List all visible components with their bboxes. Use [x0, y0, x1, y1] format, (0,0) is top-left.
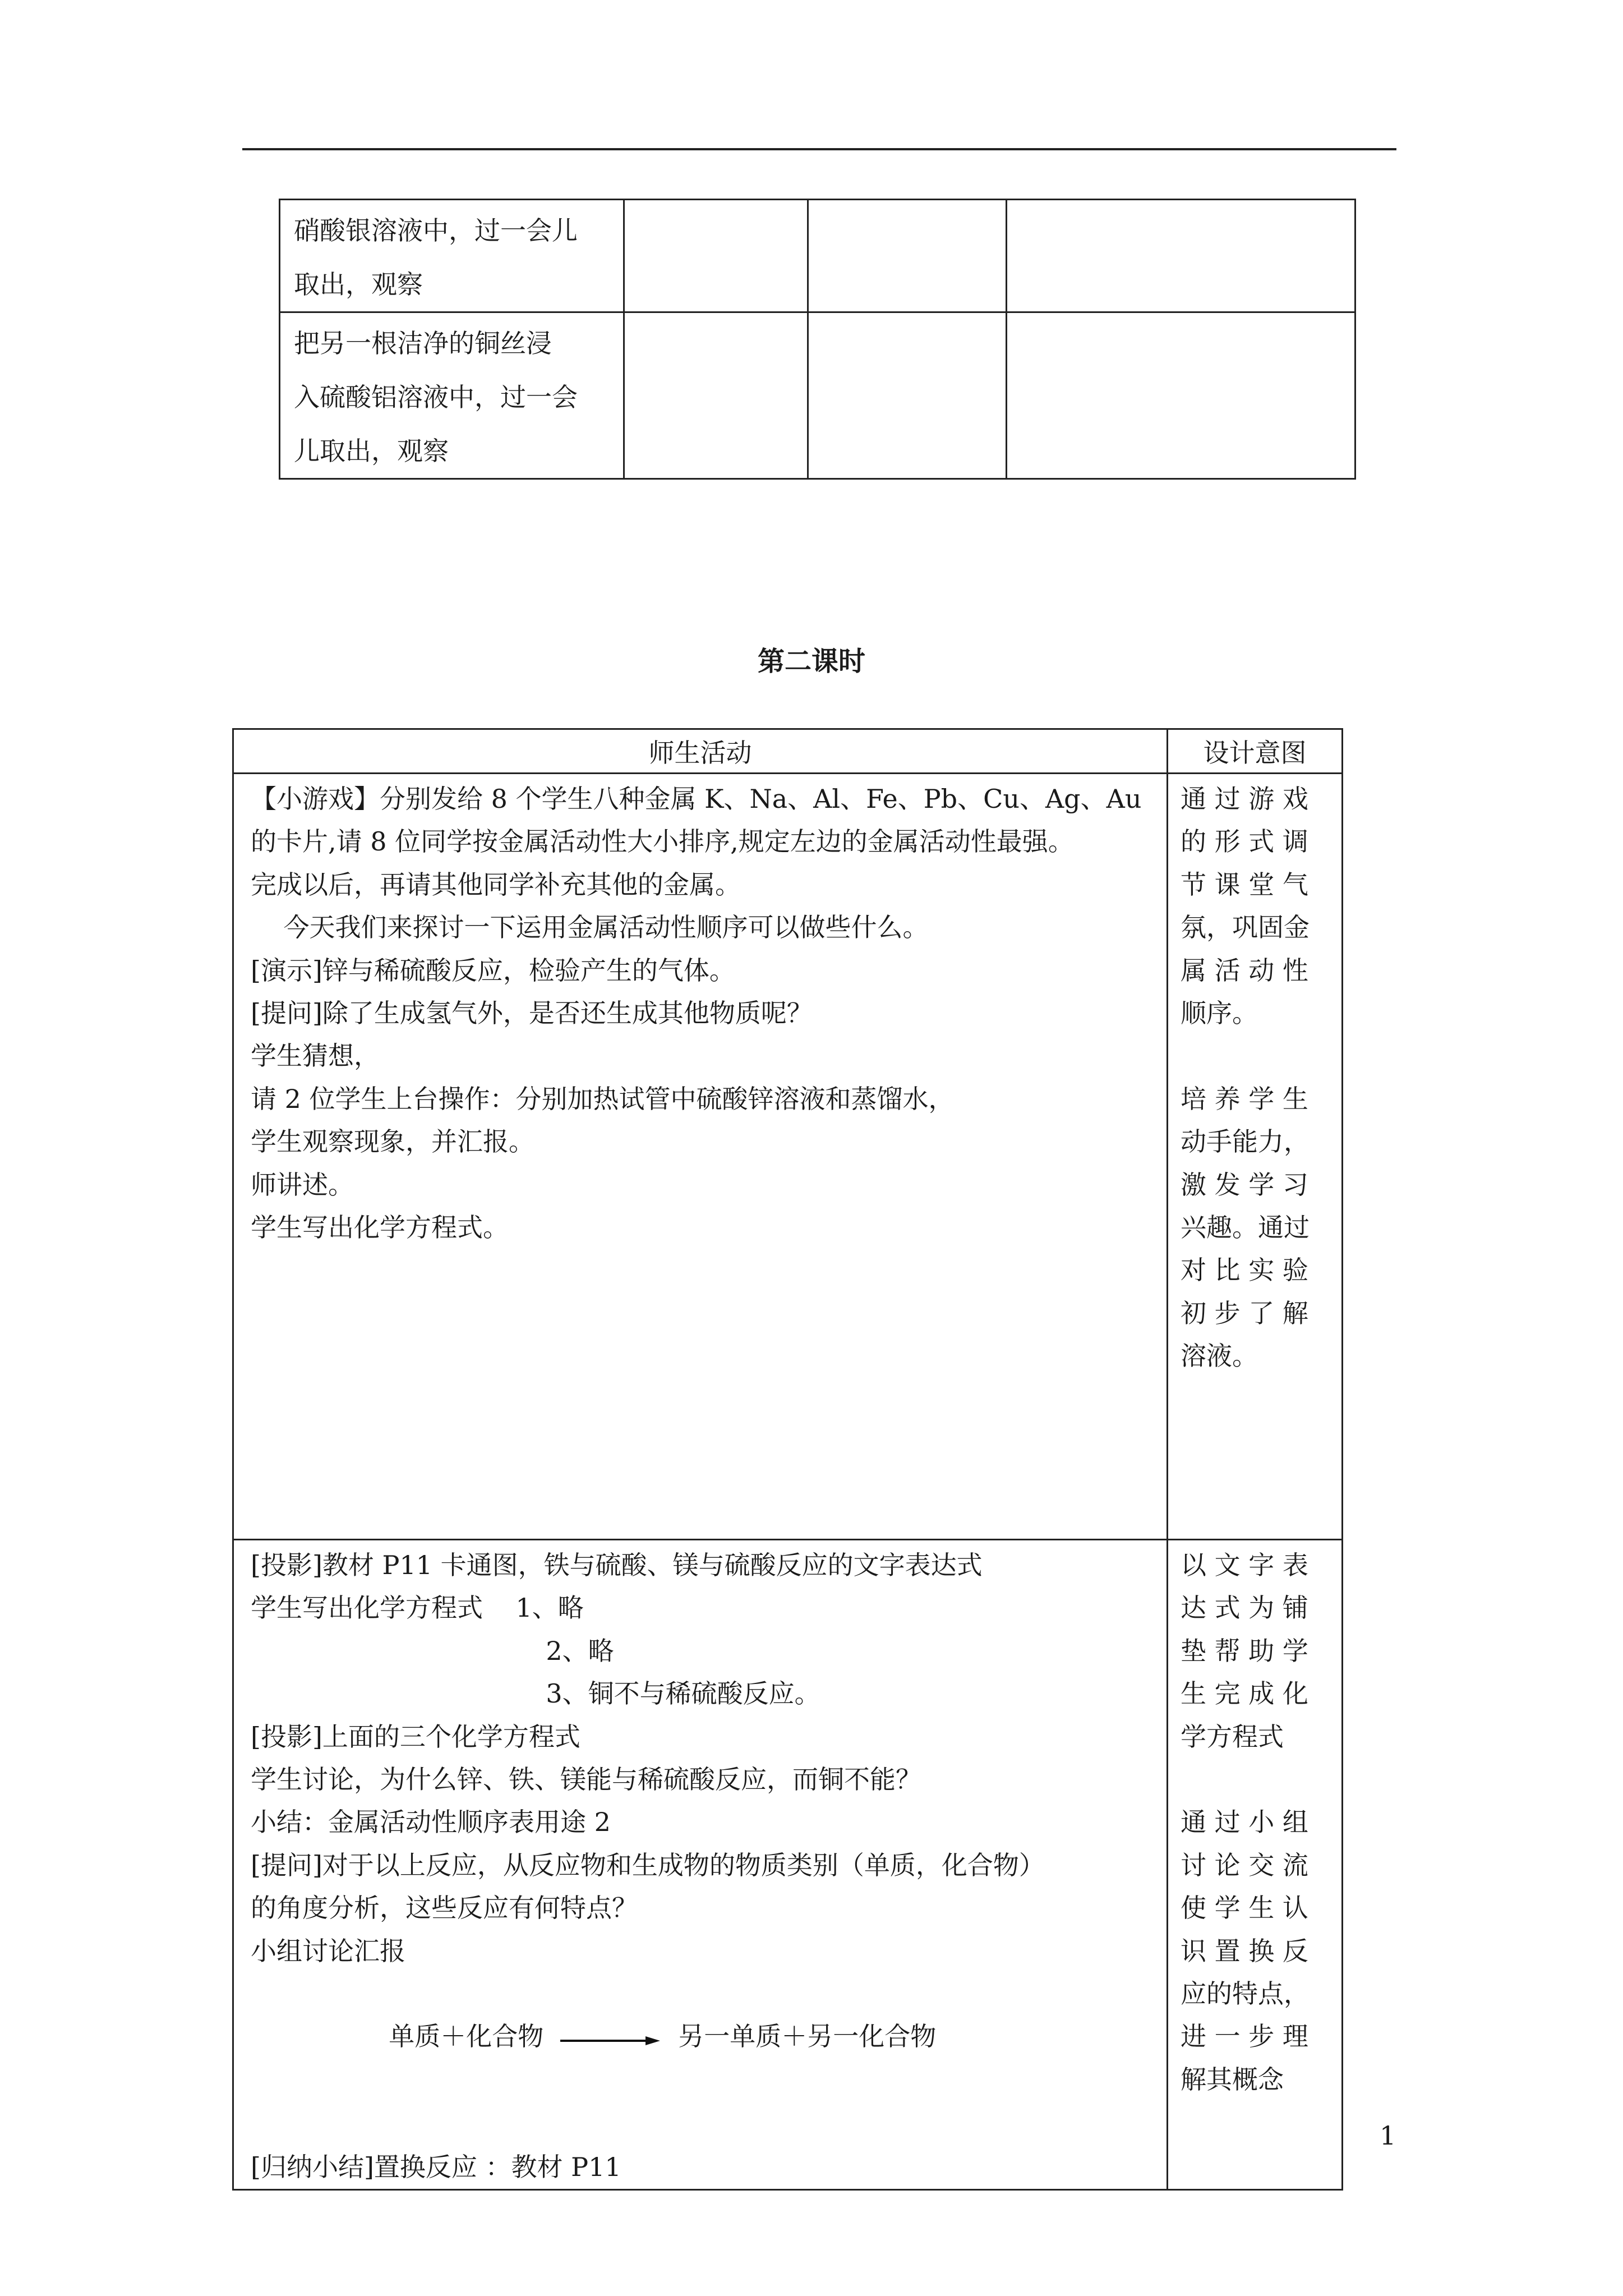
equation-left: 单质＋化合物	[389, 2021, 544, 2052]
intent-cell	[1168, 1540, 1343, 2190]
page-number: 1	[1380, 2120, 1396, 2151]
cell-line: 【小游戏】分别发给 8 个学生八种金属 K、Na、Al、Fe、Pb、Cu、Ag、Au	[251, 784, 1142, 814]
cell-line: 溶液。	[1181, 1341, 1258, 1372]
header-intent: 设计意图	[1168, 729, 1343, 774]
cell-line: 入硫酸铝溶液中，过一会	[294, 382, 578, 412]
cell-line	[1168, 1034, 1341, 1077]
cell-line: 垫 帮 助 学	[1181, 1635, 1308, 1666]
table-cell	[808, 312, 1007, 479]
reaction-equation	[234, 1972, 1166, 2103]
intent-cell	[1168, 774, 1343, 1540]
summary-line: [归纳小结]置换反应 ：教材 P11	[251, 2152, 621, 2183]
cell-line: 的角度分析，这些反应有何特点？	[251, 1893, 638, 1924]
cell-line: 通 过 游 戏	[1181, 784, 1308, 814]
cell-line: 识 置 换 反	[1181, 1935, 1308, 1966]
table-row	[280, 312, 1355, 479]
cell-line: 小结：金属活动性顺序表用途 2	[251, 1807, 611, 1838]
cell-line: 顺序。	[1181, 998, 1258, 1029]
cell-line	[1168, 1758, 1341, 1801]
table-row	[280, 200, 1355, 312]
cell-line: 儿取出，观察	[294, 436, 449, 466]
table-cell	[1007, 200, 1355, 312]
cell-line: 学生猜想，	[251, 1041, 380, 1071]
cell-line: 的 形 式 调	[1181, 826, 1308, 857]
cell-line: 达 式 为 铺	[1181, 1593, 1308, 1623]
cell-line: 完成以后，再请其他同学补充其他的金属。	[251, 869, 741, 900]
cell-line: 小组讨论汇报	[251, 1935, 405, 1966]
cell-line: 解其概念	[1181, 2064, 1284, 2095]
cell-line: 取出，观察	[294, 269, 423, 300]
cell-line: 学生写出化学方程式 1、略	[251, 1593, 584, 1623]
cell-line: 对 比 实 验	[1181, 1255, 1308, 1286]
cell-line: 2、略	[251, 1635, 614, 1666]
table-row	[233, 774, 1343, 1540]
cell-line: 学方程式	[1181, 1721, 1284, 1752]
cell-line: 讨 论 交 流	[1181, 1849, 1308, 1880]
cell-line: 兴趣。通过	[1181, 1212, 1310, 1243]
table-cell	[280, 200, 624, 312]
cell-line: 通 过 小 组	[1181, 1807, 1308, 1838]
table-cell	[280, 312, 624, 479]
cell-line: [提问]除了生成氢气外，是否还生成其他物质呢？	[251, 998, 813, 1029]
equation-right: 另一单质＋另一化合物	[678, 2021, 937, 2052]
table-row	[233, 1540, 1343, 2190]
activity-cell	[233, 774, 1168, 1540]
activity-cell	[233, 1540, 1168, 2190]
table-cell	[1007, 312, 1355, 479]
cell-line: 动手能力，	[1181, 1126, 1310, 1157]
table-cell	[624, 312, 808, 479]
cell-line: [投影]教材 P11 卡通图，铁与硫酸、镁与硫酸反应的文字表达式	[251, 1550, 983, 1580]
cell-line: 激 发 学 习	[1181, 1169, 1308, 1200]
table-header-row	[233, 729, 1343, 774]
table-cell	[808, 200, 1007, 312]
section-title: 第二课时	[757, 646, 865, 677]
cell-line: 生 完 成 化	[1181, 1678, 1308, 1709]
cell-line: [提问]对于以上反应，从反应物和生成物的物质类别（单质，化合物）	[251, 1849, 1045, 1880]
cell-line: 硝酸银溶液中，过一会儿	[294, 215, 578, 246]
blank-line	[234, 2103, 1166, 2146]
header-activity: 师生活动	[233, 729, 1168, 774]
cell-line: 把另一根洁净的铜丝浸	[294, 328, 552, 358]
header-rule	[242, 148, 1396, 150]
cell-line: 学生观察现象，并汇报。	[251, 1126, 534, 1157]
cell-line: 属 活 动 性	[1181, 955, 1308, 986]
cell-line: 节 课 堂 气	[1181, 869, 1308, 900]
cell-line: 使 学 生 认	[1181, 1893, 1308, 1924]
cell-line: [投影]上面的三个化学方程式	[251, 1721, 580, 1752]
cell-line: 学生讨论，为什么锌、铁、镁能与稀硫酸反应，而铜不能？	[251, 1764, 921, 1795]
cell-line: 的卡片,请 8 位同学按金属活动性大小排序,规定左边的金属活动性最强。	[251, 826, 1074, 857]
cell-line: 以 文 字 表	[1181, 1550, 1308, 1580]
cell-line: 请 2 位学生上台操作：分别加热试管中硫酸锌溶液和蒸馏水，	[251, 1083, 955, 1114]
experiment-table	[279, 199, 1356, 480]
arrow-icon	[560, 2017, 661, 2060]
cell-line: 应的特点，	[1181, 1978, 1310, 2009]
cell-line: 进 一 步 理	[1181, 2021, 1308, 2052]
cell-line: 今天我们来探讨一下运用金属活动性顺序可以做些什么。	[251, 912, 929, 943]
cell-line: 初 步 了 解	[1181, 1297, 1308, 1328]
cell-line: [演示]锌与稀硫酸反应，检验产生的气体。	[251, 955, 735, 986]
table-cell	[624, 200, 808, 312]
cell-line: 培 养 学 生	[1181, 1083, 1308, 1114]
cell-line: 3、铜不与稀硫酸反应。	[251, 1678, 820, 1709]
lesson-table	[232, 728, 1343, 2191]
cell-line: 师讲述。	[251, 1169, 354, 1200]
cell-line: 学生写出化学方程式。	[251, 1212, 509, 1243]
cell-line: 氛，巩固金	[1181, 912, 1310, 943]
